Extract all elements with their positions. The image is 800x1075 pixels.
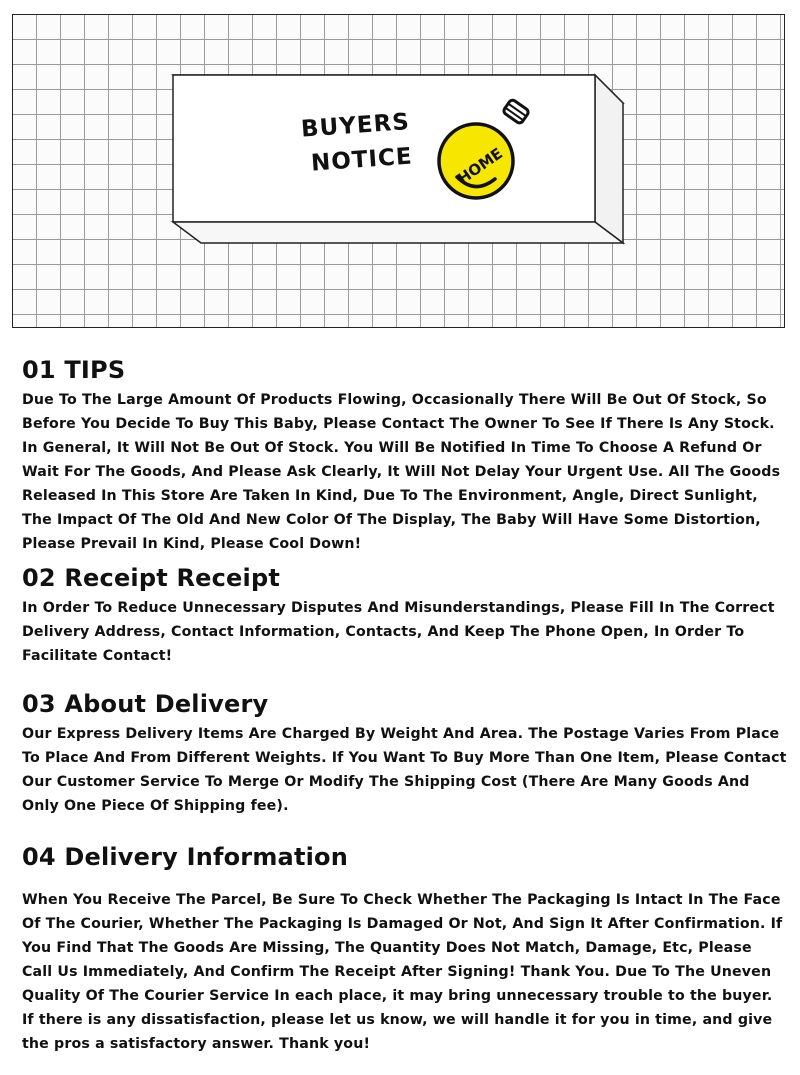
box-side-face xyxy=(595,75,623,243)
banner-title-line1: BUYERS xyxy=(300,109,411,143)
section-receipt xyxy=(22,564,787,668)
section-body-about-delivery: Our Express Delivery Items Are Charged By Weight And Area. The Postage Varies From Place To Place And From Different Weights. If You Want To Buy More Than One Item, Please Contact Our Customer Service To Merge Or Modify The Shipping Cost (There Are Many Goods And Only One Piece Of Shipping fee). xyxy=(22,726,787,814)
buyers-notice-banner xyxy=(12,14,785,328)
section-body-tips: Due To The Large Amount Of Products Flowing, Occasionally There Will Be Out Of Stock, So Before You Decide To Buy This Baby, Please Contact The Owner To See If There Is Any Stock. In General, It Will Not Be Out Of Stock. You Will Be Notified In Time To Choose A Refund Or Wait For The Goods, And Please Ask Clearly, It Will Not Delay Your Urgent Use. All The Goods Released In This Store Are Taken In Kind, Due To The Environment, Angle, Direct Sunlight, The Impact Of The Old And New Color Of The Display, The Baby Will Have Some Distortion, Please Prevail In Kind, Please Cool Down! xyxy=(22,392,781,552)
section-heading-receipt: 02 Receipt Receipt xyxy=(22,564,280,592)
section-about-delivery xyxy=(22,690,787,818)
logo-home-text: HOME xyxy=(454,144,507,188)
section-heading-tips: 01 TIPS xyxy=(22,356,126,384)
notice-box-illustration xyxy=(13,15,785,328)
section-delivery-information xyxy=(22,843,787,1056)
section-heading-about-delivery: 03 About Delivery xyxy=(22,690,269,718)
section-heading-delivery-information: 04 Delivery Information xyxy=(22,843,349,871)
section-body-delivery-information: When You Receive The Parcel, Be Sure To Check Whether The Packaging Is Intact In The Face Of The Courier, Whether The Packaging Is Damaged Or Not, And Sign It After Confirmation. If You Find That The Goods Are Missing, The Quantity Does Not Match, Damage, Etc, Please Call Us Immediately, And Confirm The Receipt After Signing! Thank You. Due To The Uneven Quality Of The Courier Service In each place, it may bring unnecessary trouble to the buyer. If there is any dissatisfaction, please let us know, we will handle it for you in time, and give the pros a satisfactory answer. Thank you! xyxy=(22,892,783,1052)
banner-title-line2: NOTICE xyxy=(310,143,414,177)
section-body-receipt: In Order To Reduce Unnecessary Disputes And Misunderstandings, Please Fill In The Correct Delivery Address, Contact Information, Contacts, And Keep The Phone Open, In Order To Facilitate Contact! xyxy=(22,600,775,664)
section-tips xyxy=(22,356,787,556)
box-bottom-face xyxy=(173,222,623,243)
